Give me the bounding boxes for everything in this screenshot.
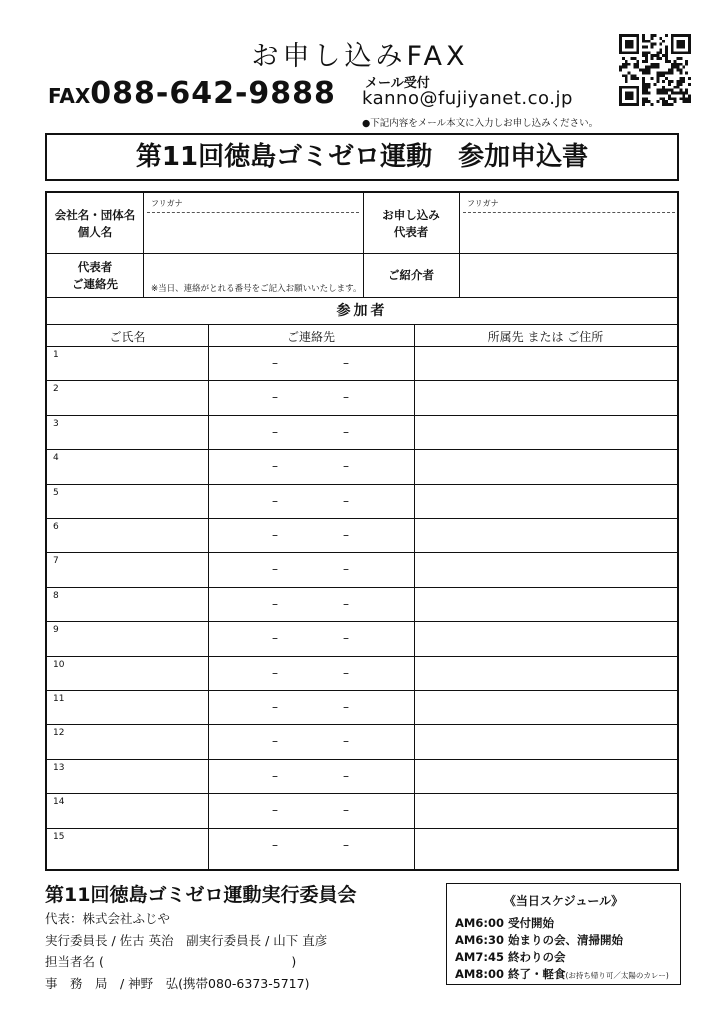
referrer-label: ご紹介者 — [388, 268, 434, 282]
furigana-label: フリガナ — [467, 199, 499, 208]
phone-separator: – — [343, 665, 349, 680]
row-number: 5 — [53, 487, 59, 498]
participant-name-field[interactable] — [61, 623, 206, 653]
participant-contact-field[interactable] — [209, 623, 413, 653]
participant-address-field[interactable] — [415, 589, 675, 619]
organizer-title: 第11回徳島ゴミゼロ運動実行委員会 — [45, 884, 357, 906]
table-row — [47, 587, 677, 621]
table-row — [47, 793, 677, 827]
phone-separator: – — [343, 493, 349, 508]
schedule-box — [446, 883, 681, 985]
table-row — [47, 518, 677, 552]
participant-name-field[interactable] — [61, 830, 206, 860]
participant-address-field[interactable] — [415, 623, 675, 653]
application-form — [45, 191, 679, 871]
committee-chairs: 実行委員長 / 佐古 英治 副実行委員長 / 山下 直彦 — [45, 933, 328, 948]
phone-separator: – — [272, 459, 278, 474]
company-name-field[interactable] — [144, 213, 363, 253]
phone-separator: – — [272, 528, 278, 542]
phone-separator: – — [343, 459, 349, 474]
phone-separator: – — [343, 596, 349, 611]
phone-separator: – — [343, 424, 349, 439]
phone-separator: – — [272, 631, 278, 646]
participant-address-field[interactable] — [415, 520, 675, 550]
row-number: 8 — [53, 590, 59, 601]
participant-name-field[interactable] — [61, 486, 206, 516]
staff-name-field[interactable]: 担当者名 ( ) — [45, 954, 297, 969]
phone-separator: – — [343, 390, 349, 405]
schedule-item: AM6:30 始まりの会、清掃開始 — [455, 933, 623, 947]
phone-separator: – — [343, 356, 349, 370]
participant-contact-field[interactable] — [209, 486, 413, 516]
contact-note: ※当日、連絡がとれる番号をご記入お願いいたします。 — [151, 284, 362, 294]
table-row — [47, 621, 677, 655]
table-row — [47, 690, 677, 724]
participants-section-title: 参加者 — [336, 303, 388, 319]
phone-separator: – — [272, 424, 278, 439]
phone-separator: – — [272, 596, 278, 611]
row-number: 3 — [53, 418, 59, 429]
row-number: 2 — [53, 384, 59, 395]
participant-address-field[interactable] — [415, 486, 675, 516]
phone-separator: – — [272, 768, 278, 783]
column-header-contact: ご連絡先 — [286, 330, 335, 344]
row-number: 1 — [53, 350, 59, 360]
applicant-representative-label: お申し込み 代表者 — [382, 208, 440, 239]
schedule-title: 《当日スケジュール》 — [503, 894, 624, 908]
participant-contact-field[interactable] — [209, 417, 413, 447]
participant-name-field[interactable] — [61, 795, 206, 825]
table-row — [47, 380, 677, 414]
row-number: 6 — [53, 522, 59, 532]
schedule-item: AM8:00 終了・軽食(お持ち帰り可／太陽のカレー) — [455, 967, 669, 981]
mail-note: ●下記内容をメール本文に入力しお申し込みください。 — [362, 118, 599, 129]
participant-name-field[interactable] — [61, 658, 206, 688]
participant-contact-field[interactable] — [209, 658, 413, 688]
row-number: 4 — [53, 453, 59, 464]
representative-name-field[interactable] — [460, 213, 677, 253]
participant-address-field[interactable] — [415, 726, 675, 756]
participant-contact-field[interactable] — [209, 554, 413, 584]
table-row — [47, 828, 677, 862]
phone-separator: – — [272, 390, 278, 405]
participant-name-field[interactable] — [61, 761, 206, 791]
schedule-item: AM6:00 受付開始 — [455, 916, 554, 930]
participant-contact-field[interactable] — [209, 382, 413, 412]
representative-contact-label: 代表者 ご連絡先 — [72, 260, 118, 291]
phone-separator: – — [272, 562, 278, 577]
participant-address-field[interactable] — [415, 830, 675, 860]
participant-contact-field[interactable] — [209, 726, 413, 756]
participant-contact-field[interactable] — [209, 348, 413, 378]
participant-contact-field[interactable] — [209, 761, 413, 791]
participant-name-field[interactable] — [61, 554, 206, 584]
row-number: 10 — [53, 659, 65, 670]
phone-separator: – — [272, 803, 278, 818]
participant-address-field[interactable] — [415, 382, 675, 412]
furigana-label: フリガナ — [151, 199, 183, 208]
row-number: 9 — [53, 625, 59, 636]
participant-contact-field[interactable] — [209, 451, 413, 481]
organizer-representative: 代表：株式会社ふじや — [45, 911, 171, 926]
participant-address-field[interactable] — [415, 451, 675, 481]
table-row — [47, 724, 677, 758]
participant-address-field[interactable] — [415, 761, 675, 791]
phone-separator: – — [343, 768, 349, 783]
participant-name-field[interactable] — [61, 451, 206, 481]
phone-separator: – — [343, 562, 349, 577]
column-header-address: 所属先 または ご住所 — [487, 330, 604, 344]
schedule-item: AM7:45 終わりの会 — [455, 950, 566, 964]
participant-contact-field[interactable] — [209, 520, 413, 550]
phone-separator: – — [343, 631, 349, 646]
participant-name-field[interactable] — [61, 589, 206, 619]
row-number: 11 — [53, 694, 65, 704]
participant-name-field[interactable] — [61, 382, 206, 412]
phone-separator: – — [272, 356, 278, 370]
phone-separator: – — [343, 803, 349, 818]
participant-name-field[interactable] — [61, 726, 206, 756]
phone-separator: – — [343, 837, 349, 852]
referrer-field[interactable] — [460, 254, 677, 297]
table-row — [47, 415, 677, 449]
participant-name-field[interactable] — [61, 417, 206, 447]
form-title: 第11回徳島ゴミゼロ運動 参加申込書 — [45, 133, 679, 181]
participant-name-field[interactable] — [61, 692, 206, 722]
secretariat-contact: 事 務 局 / 神野 弘(携帯080-6373-5717) — [45, 976, 310, 991]
table-row — [47, 552, 677, 586]
row-number: 7 — [53, 556, 59, 567]
table-row — [47, 759, 677, 793]
phone-separator: – — [343, 528, 349, 542]
phone-separator: – — [272, 837, 278, 852]
representative-contact-field[interactable] — [144, 254, 363, 280]
fax-info — [48, 76, 336, 111]
participant-address-field[interactable] — [415, 348, 675, 378]
participant-name-field[interactable] — [61, 520, 206, 550]
participant-address-field[interactable] — [415, 554, 675, 584]
phone-separator: – — [272, 700, 278, 714]
participant-contact-field[interactable] — [209, 692, 413, 722]
participant-address-field[interactable] — [415, 658, 675, 688]
phone-separator: – — [272, 665, 278, 680]
qr-code-icon — [619, 34, 691, 106]
phone-separator: – — [272, 493, 278, 508]
fax-number: 088-642-9888 — [90, 76, 336, 111]
row-number: 15 — [53, 831, 65, 842]
phone-separator: – — [272, 734, 278, 749]
participant-address-field[interactable] — [415, 692, 675, 722]
participant-contact-field[interactable] — [209, 830, 413, 860]
participant-contact-field[interactable] — [209, 795, 413, 825]
participant-address-field[interactable] — [415, 795, 675, 825]
phone-separator: – — [343, 700, 349, 714]
mail-label: メール受付 — [365, 76, 430, 91]
mail-address: kanno@fujiyanet.co.jp — [362, 88, 573, 109]
table-row — [47, 449, 677, 483]
phone-separator: – — [343, 734, 349, 749]
fax-label: FAX — [48, 84, 91, 108]
row-number: 12 — [53, 728, 65, 739]
row-number: 13 — [53, 762, 65, 773]
participant-address-field[interactable] — [415, 417, 675, 447]
participant-name-field[interactable] — [61, 348, 206, 378]
table-row — [47, 484, 677, 518]
column-header-name: ご氏名 — [109, 330, 146, 344]
table-row — [47, 656, 677, 690]
table-row — [47, 346, 677, 380]
participant-contact-field[interactable] — [209, 589, 413, 619]
row-number: 14 — [53, 797, 65, 808]
company-name-label: 会社名・団体名 個人名 — [54, 208, 136, 239]
page-title: お申し込みFAX — [251, 41, 469, 72]
